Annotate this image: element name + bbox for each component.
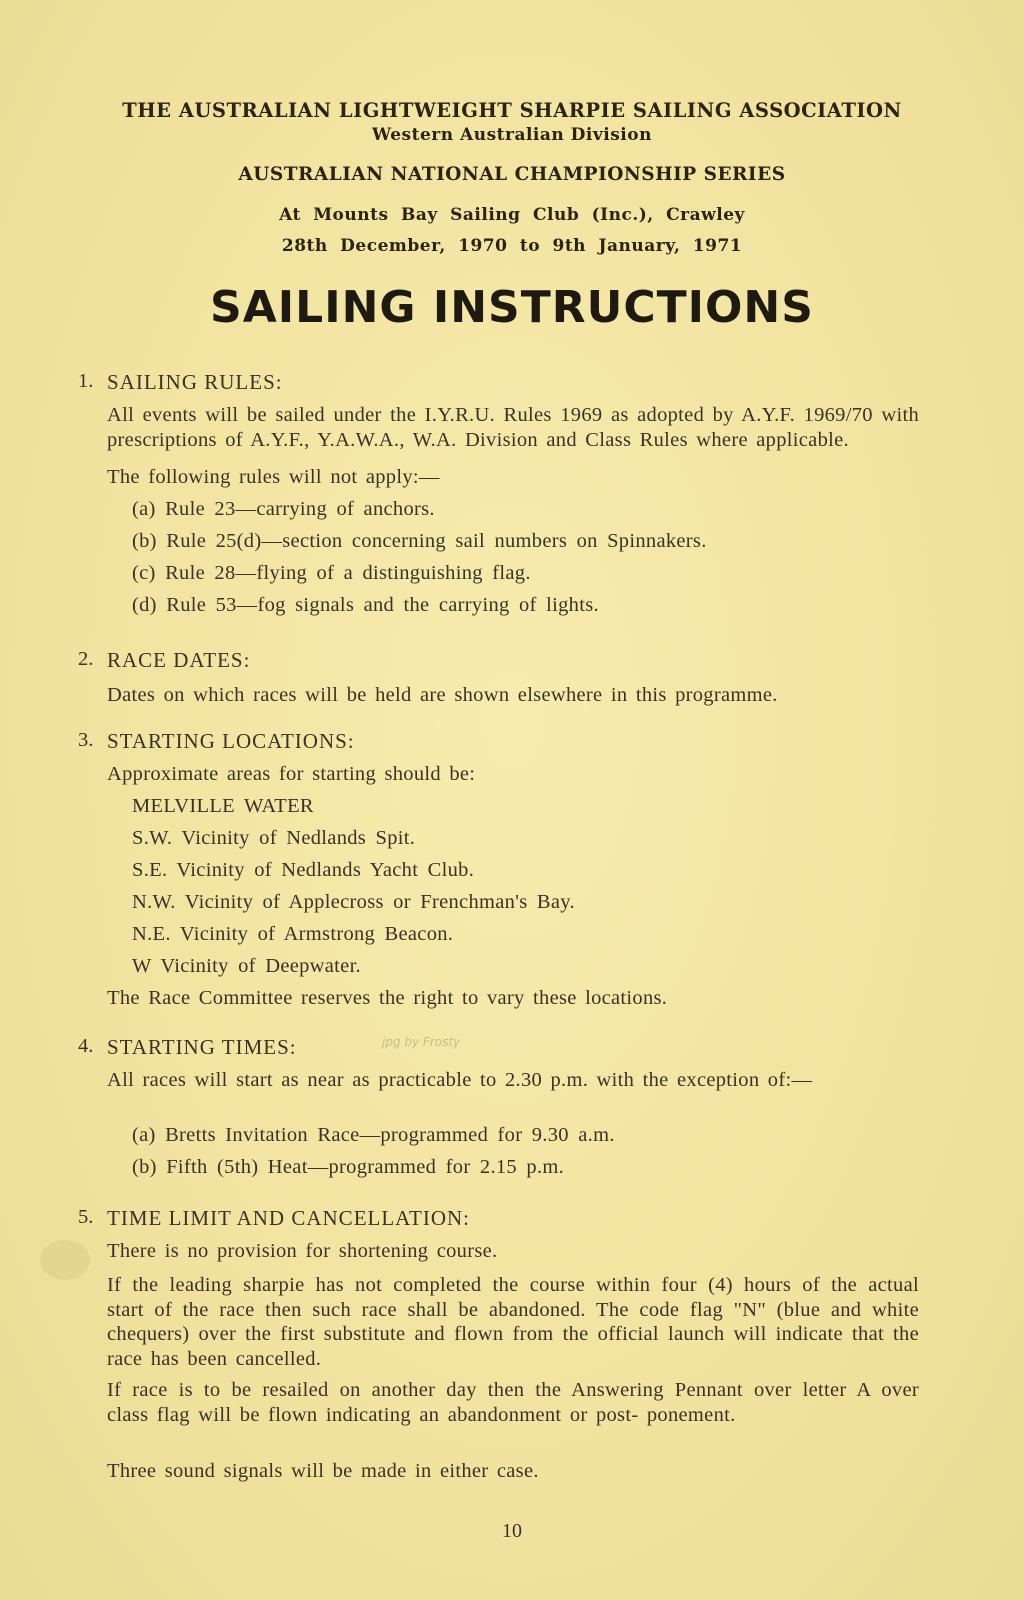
- page-number: 10: [502, 1520, 522, 1542]
- section-heading: STARTING LOCATIONS:: [107, 729, 355, 753]
- section-number: 2.: [78, 648, 94, 670]
- section-heading: RACE DATES:: [107, 648, 251, 672]
- section-heading: STARTING TIMES:: [107, 1035, 297, 1059]
- paragraph: All events will be sailed under the I.Y.R.U. Rules 1969 as adopted by A.Y.F. 1969/70 with prescriptions of A.Y.F., Y.A.W.A., W.A. Division and Class Rules where applicable.: [107, 404, 919, 451]
- section-heading: SAILING RULES:: [107, 370, 283, 394]
- association-name: THE AUSTRALIAN LIGHTWEIGHT SHARPIE SAILING ASSOCIATION: [122, 99, 902, 122]
- section-number: 1.: [78, 370, 94, 392]
- list-item: (b) Fifth (5th) Heat—programmed for 2.15 p.m.: [132, 1156, 565, 1178]
- section-number: 4.: [78, 1035, 94, 1057]
- list-item: (a) Rule 23—carrying of anchors.: [132, 498, 435, 520]
- list-item: (d) Rule 53—fog signals and the carrying of lights.: [132, 594, 599, 616]
- section-number: 5.: [78, 1206, 94, 1228]
- paragraph: Approximate areas for starting should be:: [107, 763, 476, 785]
- list-item: S.W. Vicinity of Nedlands Spit.: [132, 827, 416, 849]
- list-item: W Vicinity of Deepwater.: [132, 955, 361, 977]
- paragraph: If the leading sharpie has not completed the course within four (4) hours of the actual start of the race then such race shall be abandoned. The code flag "N" (blue and white chequers) over the first substitute and flown from the official launch will indicate that the race has been cancelled.: [107, 1274, 919, 1370]
- paper-stain: [40, 1240, 90, 1280]
- paragraph: If race is to be resailed on another day then the Answering Pennant over letter A over class flag will be flown indicating an abandonment or post- ponement.: [107, 1379, 919, 1426]
- list-item: (a) Bretts Invitation Race—programmed for 9.30 a.m.: [132, 1124, 615, 1146]
- paragraph: The following rules will not apply:—: [107, 466, 440, 488]
- paragraph: The Race Committee reserves the right to vary these locations.: [107, 987, 668, 1009]
- list-item: MELVILLE WATER: [132, 795, 314, 817]
- watermark: jpg by Frosty: [382, 1035, 461, 1049]
- list-item: (b) Rule 25(d)—section concerning sail numbers on Spinnakers.: [132, 530, 707, 552]
- paragraph: Dates on which races will be held are shown elsewhere in this programme.: [107, 684, 778, 706]
- list-item: N.W. Vicinity of Applecross or Frenchman's Bay.: [132, 891, 575, 913]
- event-dates: 28th December, 1970 to 9th January, 1971: [281, 236, 743, 256]
- list-item: (c) Rule 28—flying of a distinguishing flag.: [132, 562, 531, 584]
- paragraph: All races will start as near as practicable to 2.30 p.m. with the exception of:—: [107, 1069, 813, 1091]
- section-heading: TIME LIMIT AND CANCELLATION:: [107, 1206, 470, 1230]
- paragraph: There is no provision for shortening course.: [107, 1240, 498, 1262]
- division-name: Western Australian Division: [372, 125, 652, 145]
- page-title: SAILING INSTRUCTIONS: [210, 282, 814, 333]
- series-title: AUSTRALIAN NATIONAL CHAMPIONSHIP SERIES: [238, 164, 786, 185]
- section-number: 3.: [78, 729, 94, 751]
- paragraph: Three sound signals will be made in either case.: [107, 1460, 539, 1482]
- venue: At Mounts Bay Sailing Club (Inc.), Crawley: [279, 205, 745, 225]
- list-item: S.E. Vicinity of Nedlands Yacht Club.: [132, 859, 475, 881]
- list-item: N.E. Vicinity of Armstrong Beacon.: [132, 923, 454, 945]
